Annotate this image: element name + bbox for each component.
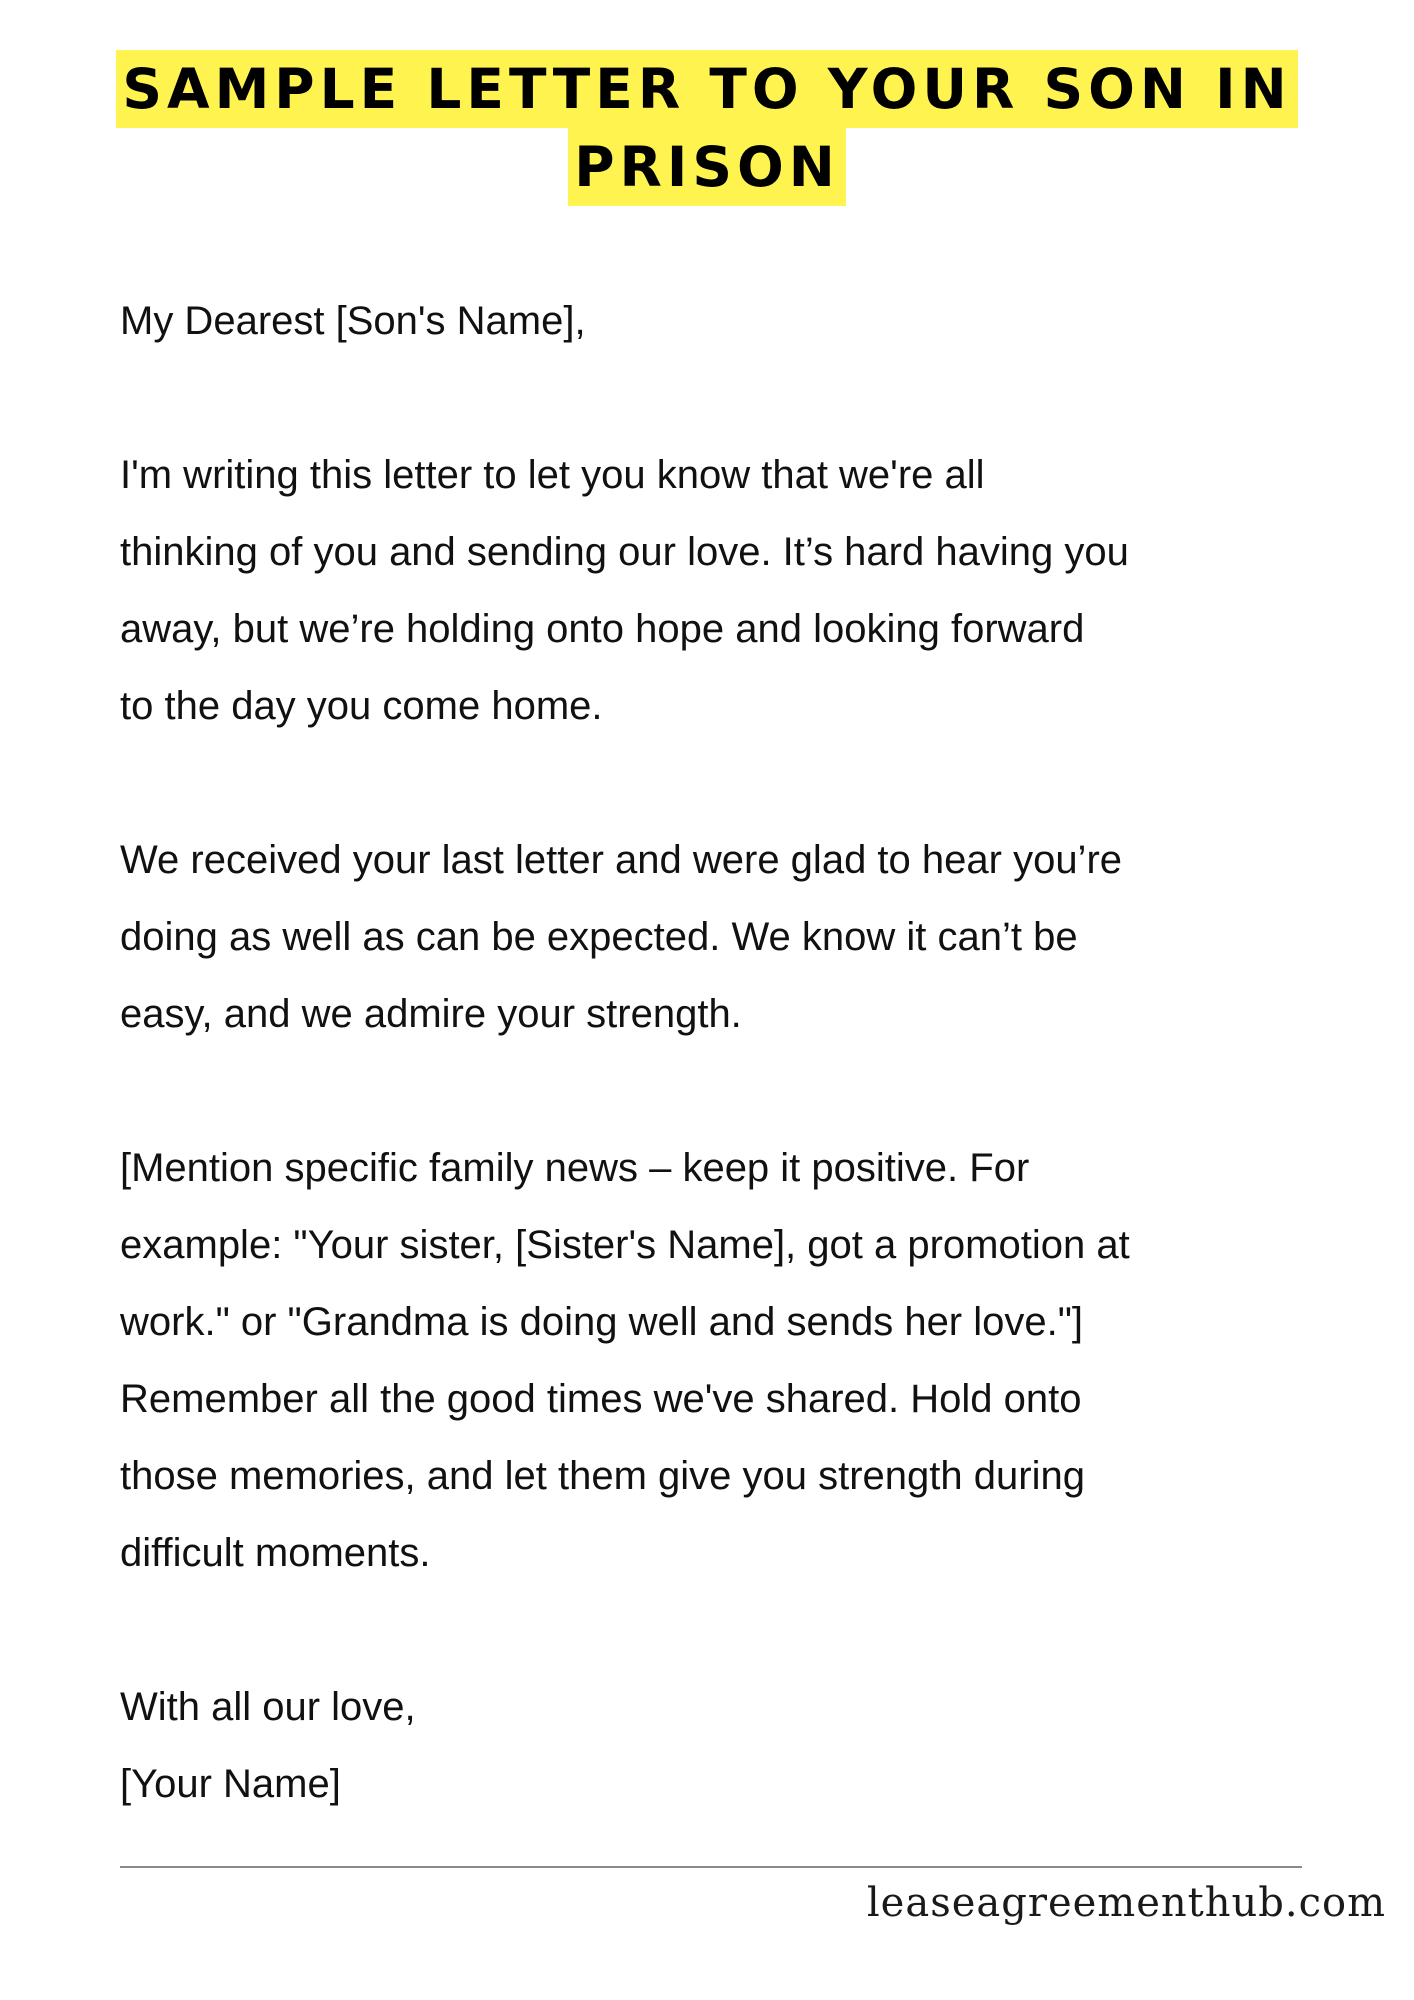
signature-placeholder: [Your Name] (120, 1762, 341, 1806)
title-line-1: SAMPLE LETTER TO YOUR SON IN (116, 50, 1297, 128)
paragraph-gap (120, 1592, 1350, 1669)
page-title (0, 50, 1414, 206)
paragraph-line: away, but we’re holding onto hope and looking forward (120, 607, 1085, 651)
paragraph-line: those memories, and let them give you strength during (120, 1454, 1085, 1498)
paragraph-line: easy, and we admire your strength. (120, 992, 742, 1036)
paragraph-line: Remember all the good times we've shared. Hold onto (120, 1377, 1082, 1421)
paragraph-line: thinking of you and sending our love. It’s hard having you (120, 530, 1129, 574)
paragraph-line: doing as well as can be expected. We know it can’t be (120, 915, 1078, 959)
paragraph-line: I'm writing this letter to let you know that we're all (120, 453, 985, 497)
paragraph-line: work." or "Grandma is doing well and sends her love."] (120, 1300, 1084, 1344)
paragraph-gap (120, 745, 1350, 822)
paragraph-1 (120, 437, 1350, 745)
paragraph-gap (120, 360, 1350, 437)
paragraph-line: We received your last letter and were glad to hear you’re (120, 838, 1123, 882)
paragraph-gap (120, 1053, 1350, 1130)
paragraph-line: to the day you come home. (120, 684, 603, 728)
salutation: My Dearest [Son's Name], (120, 299, 586, 343)
paragraph-line: [Mention specific family news – keep it positive. For (120, 1146, 1030, 1190)
paragraph-3 (120, 1130, 1350, 1592)
title-line-2: PRISON (568, 128, 846, 206)
footer-divider (120, 1866, 1302, 1868)
footer-website: leaseagreementhub.com (866, 1880, 1386, 1926)
paragraph-2 (120, 822, 1350, 1053)
paragraph-line: difficult moments. (120, 1531, 431, 1575)
letter-body (120, 283, 1350, 1823)
closing: With all our love, (120, 1685, 416, 1729)
paragraph-line: example: "Your sister, [Sister's Name], got a promotion at (120, 1223, 1130, 1267)
